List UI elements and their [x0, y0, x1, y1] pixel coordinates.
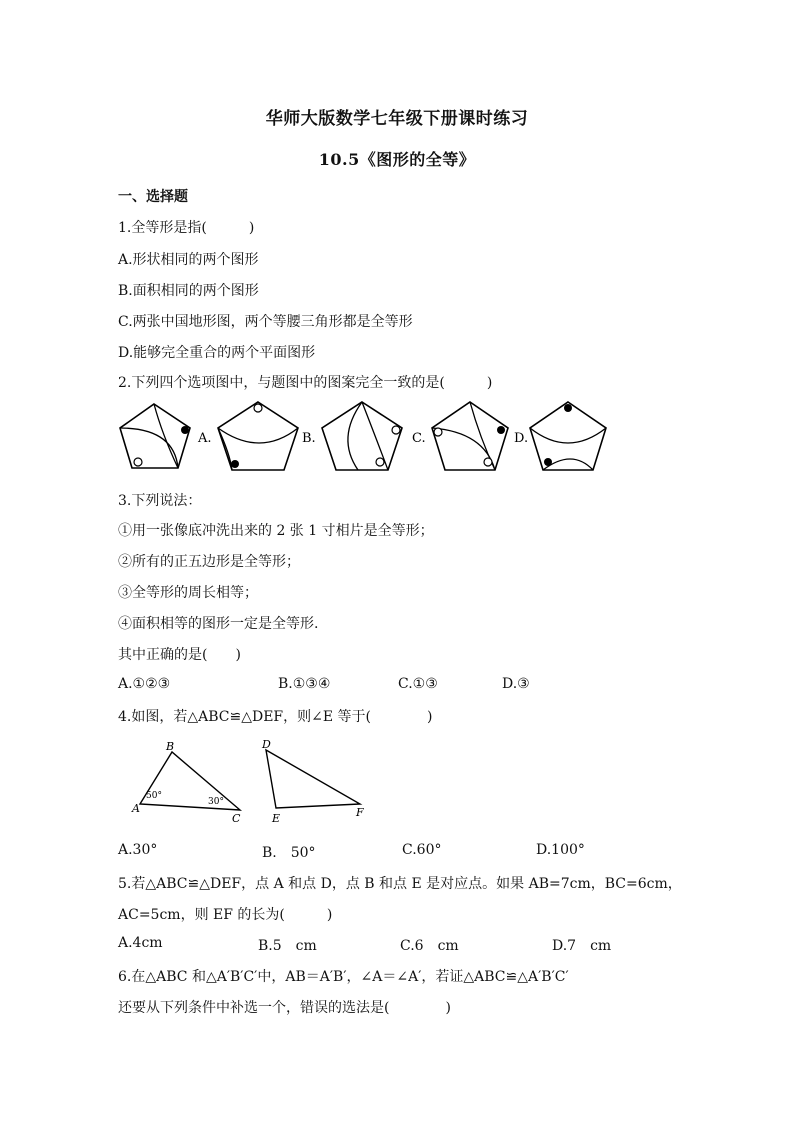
q3-option-d: D.③	[502, 676, 530, 692]
vertex-a-label: A	[132, 802, 140, 815]
q5-option-c: C.6 cm	[400, 938, 459, 954]
q5-option-d: D.7 cm	[552, 938, 612, 954]
q4-stem: 4.如图，若△ABC≌△DEF，则∠E 等于( )	[118, 709, 433, 725]
q2-label-b: B.	[302, 431, 316, 446]
q1-stem: 1.全等形是指( )	[118, 220, 255, 236]
q3-statement-2: ②所有的正五边形是全等形；	[118, 554, 300, 570]
q3-ask: 其中正确的是( )	[118, 647, 241, 663]
angle-a-label: 50°	[146, 791, 162, 801]
q1-option-d: D.能够完全重合的两个平面图形	[118, 345, 316, 361]
q1-option-c: C.两张中国地形图，两个等腰三角形都是全等形	[118, 314, 413, 330]
q3-option-b: B.①③④	[278, 676, 331, 692]
q4-option-d: D.100°	[536, 842, 585, 858]
q2-pentagon-figures	[110, 398, 610, 476]
section-heading: 一、选择题	[118, 189, 188, 205]
q2-option-b-pentagon	[322, 402, 402, 470]
q4-triangle-figure	[128, 736, 378, 828]
q5-stem-line2: AC=5cm，则 EF 的长为( )	[118, 907, 333, 923]
q1-option-b: B.面积相同的两个图形	[118, 283, 259, 299]
q4-option-b: B. 50°	[262, 845, 316, 861]
q1-option-a: A.形状相同的两个图形	[118, 252, 259, 268]
worksheet-title: 华师大版数学七年级下册课时练习	[265, 109, 529, 129]
angle-c-label: 30°	[208, 797, 224, 807]
vertex-e-label: E	[272, 812, 281, 825]
q2-question-pentagon	[120, 404, 190, 468]
q3-statement-3: ③全等形的周长相等；	[118, 585, 258, 601]
vertex-d-label: D	[262, 738, 271, 751]
q5-option-b: B.5 cm	[258, 938, 317, 954]
q3-statement-4: ④面积相等的图形一定是全等形.	[118, 616, 319, 632]
vertex-b-label: B	[166, 740, 175, 753]
q3-option-c: C.①③	[398, 676, 438, 692]
q5-stem-line1: 5.若△ABC≌△DEF，点 A 和点 D，点 B 和点 E 是对应点。如果 AB=7cm，BC=6cm，	[118, 876, 682, 892]
q2-label-c: C.	[412, 431, 426, 446]
q2-option-c-pentagon	[432, 402, 508, 470]
q2-option-d-pentagon	[530, 402, 606, 470]
triangle-def	[261, 738, 364, 825]
q2-option-a-pentagon	[218, 402, 298, 470]
q3-option-a: A.①②③	[118, 676, 171, 692]
q2-label-d: D.	[514, 431, 529, 446]
triangle-abc	[131, 740, 241, 825]
q4-option-c: C.60°	[402, 842, 442, 858]
q6-stem-line1: 6.在△ABC 和△A′B′C′中，AB＝A′B′，∠A＝∠A′，若证△ABC≌△A′B′C′	[118, 969, 569, 985]
q2-label-a: A.	[198, 431, 212, 446]
q3-statement-1: ①用一张像底冲洗出来的 2 张 1 寸相片是全等形；	[118, 523, 434, 539]
q4-option-a: A.30°	[118, 842, 158, 858]
worksheet-subtitle: 10.5《图形的全等》	[318, 150, 476, 169]
q5-option-a: A.4cm	[118, 935, 163, 951]
vertex-f-label: F	[356, 806, 364, 819]
vertex-c-label: C	[232, 812, 241, 825]
q6-stem-line2: 还要从下列条件中补选一个，错误的选法是( )	[118, 1000, 451, 1016]
q3-stem: 3.下列说法：	[118, 493, 202, 509]
q2-stem: 2.下列四个选项图中，与题图中的图案完全一致的是( )	[118, 375, 493, 391]
